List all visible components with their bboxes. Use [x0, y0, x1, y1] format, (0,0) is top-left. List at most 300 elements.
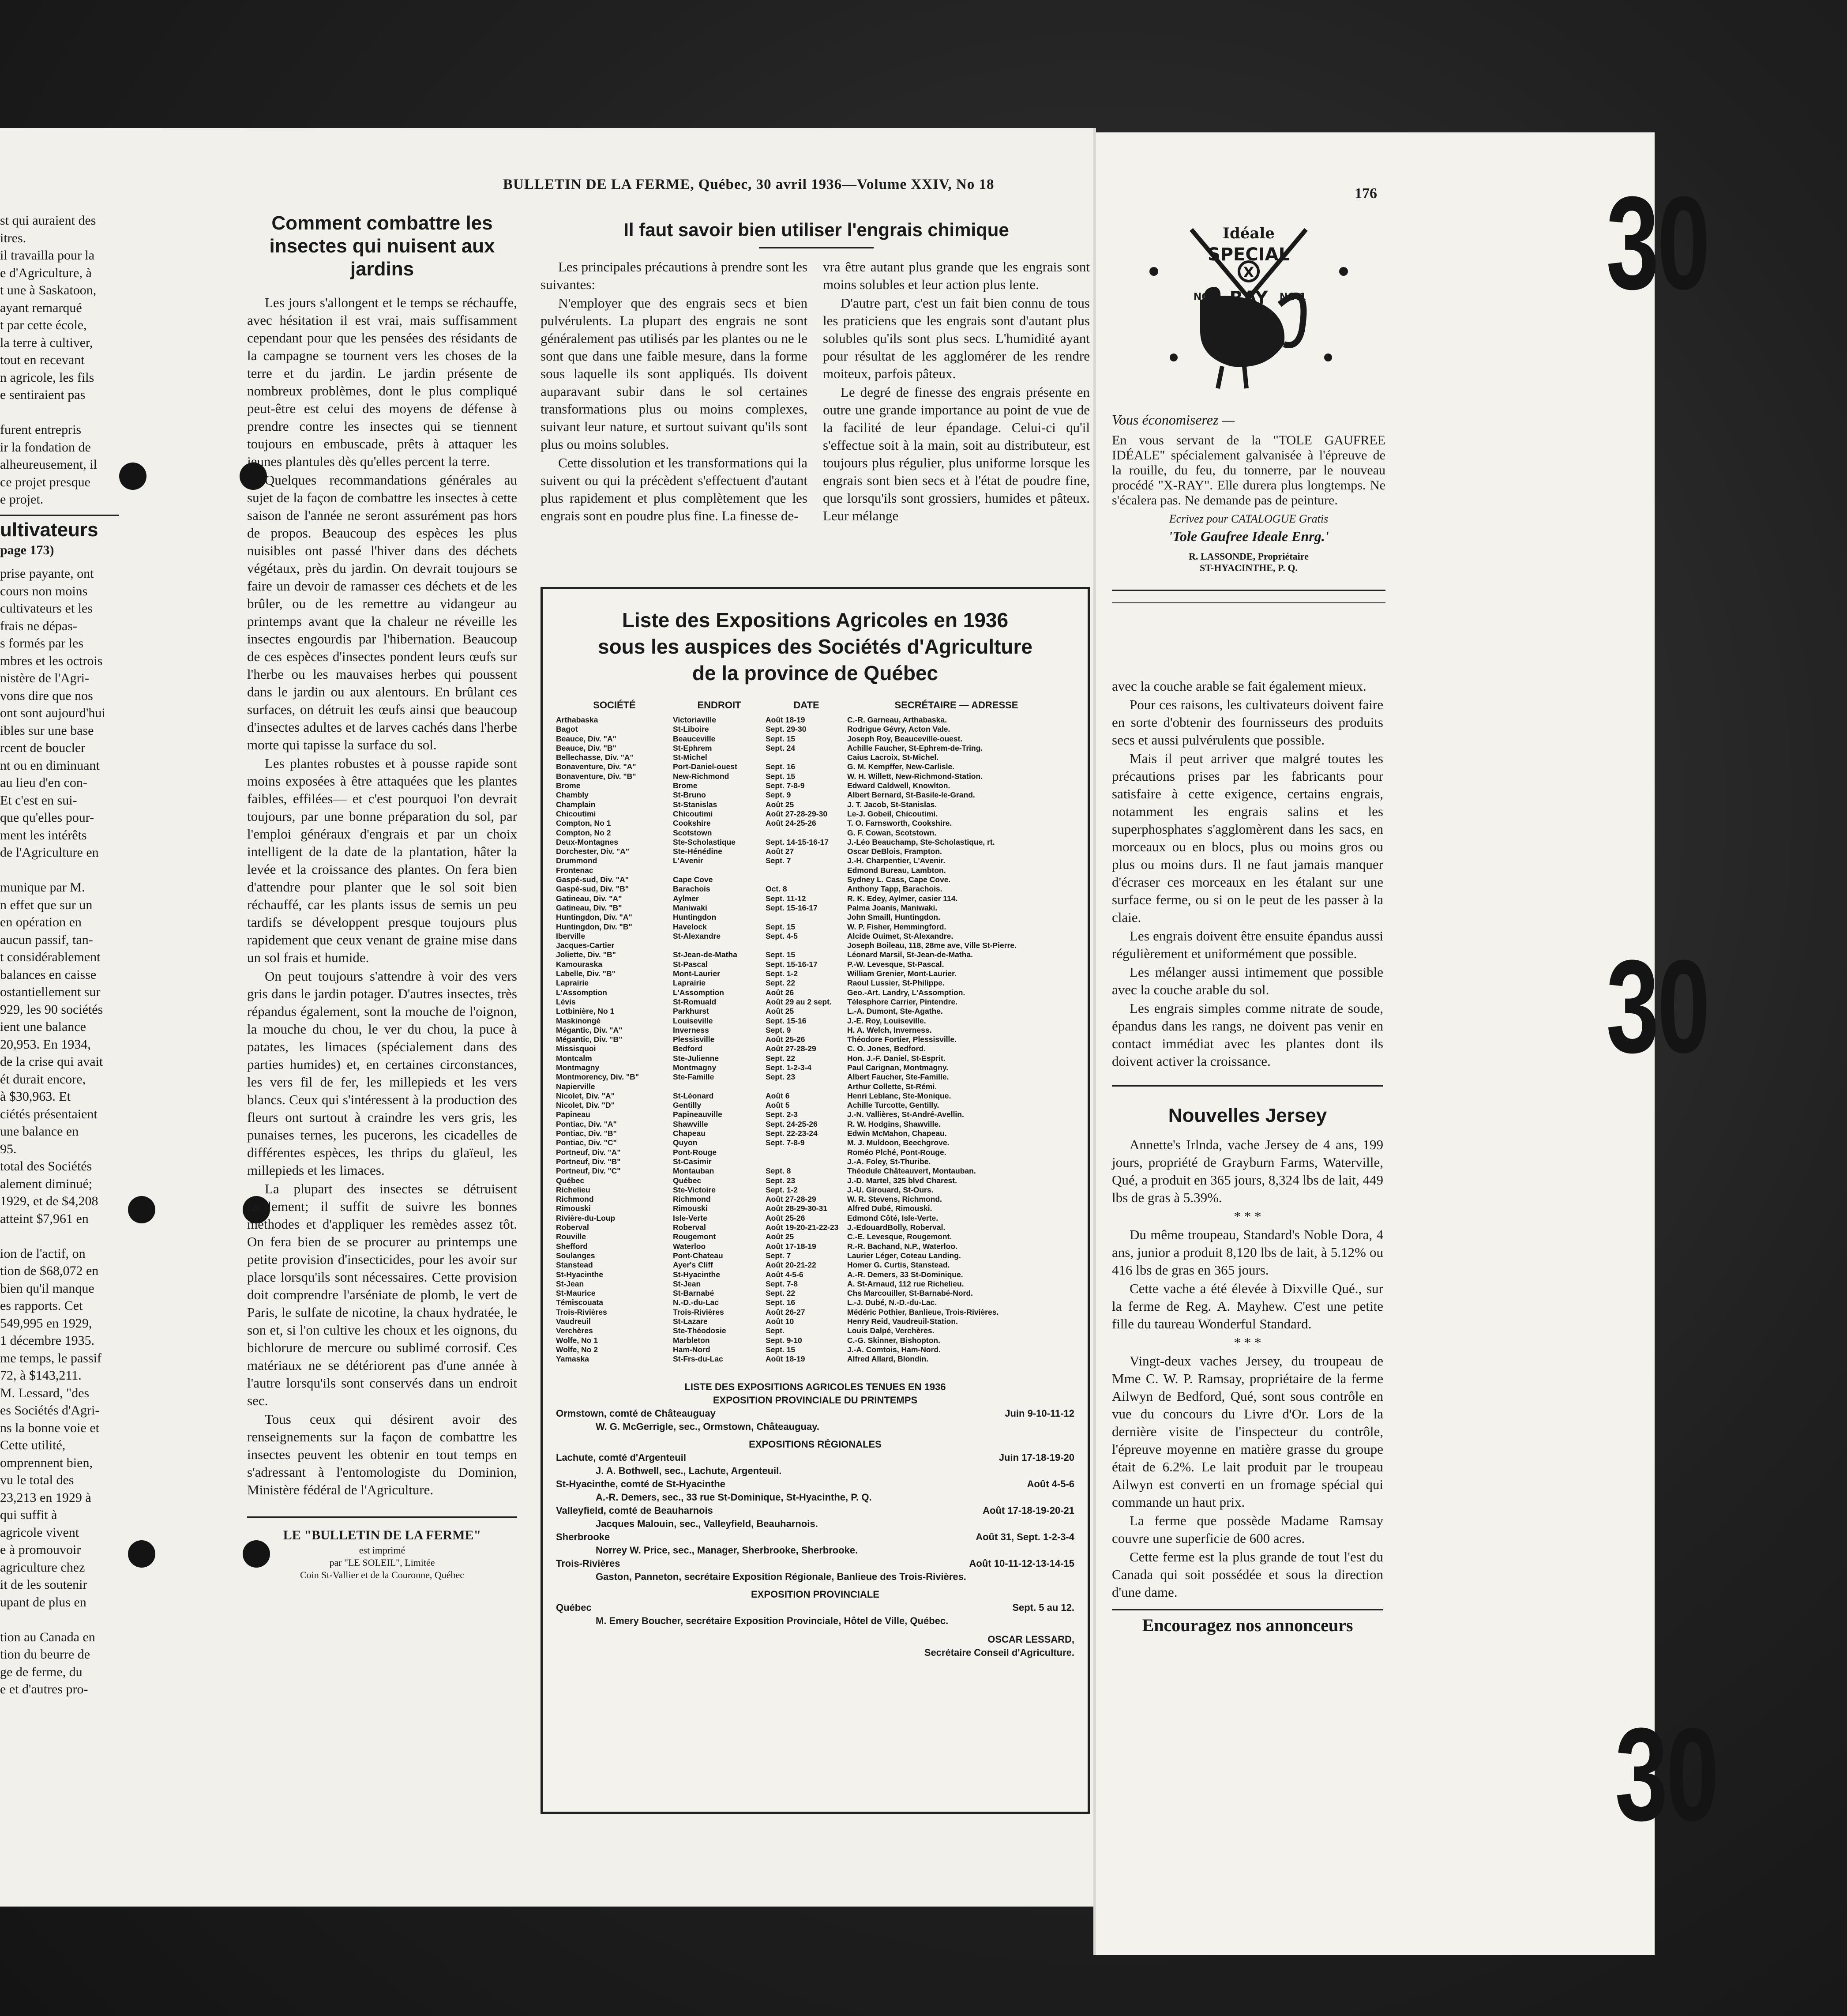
exhibition-secretary: Gaston, Panneton, secrétaire Exposition Régionale, Banlieue des Trois-Rivières.	[596, 1571, 966, 1583]
table-row	[556, 969, 1074, 978]
table-cell: Caius Lacroix, St-Michel.	[847, 753, 939, 762]
text-line: 1929, et de $4,208	[0, 1194, 98, 1208]
table-cell: Médéric Pothier, Banlieue, Trois-Rivières.	[847, 1307, 999, 1316]
table-row	[556, 1166, 1074, 1176]
table-cell: Raoul Lussier, St-Philippe.	[847, 978, 945, 988]
text-line: Coin St-Vallier et de la Couronne, Québec	[300, 1569, 465, 1580]
table-cell: St-Hyacinthe	[673, 1270, 720, 1279]
table-row	[556, 856, 1074, 865]
table-cell: Mégantic, Div. "B"	[556, 1035, 623, 1044]
table-cell	[766, 753, 847, 762]
table-cell: Montauban	[673, 1166, 714, 1176]
table-cell: Témiscouata	[556, 1298, 603, 1307]
table-cell: Août 26	[766, 988, 794, 997]
exhibition-secretary: J. A. Bothwell, sec., Lachute, Argenteuil.	[596, 1465, 782, 1477]
table-cell: Portneuf, Div. "C"	[556, 1166, 621, 1176]
table-cell: Geo.-Art. Landry, L'Assomption.	[847, 988, 965, 997]
table-cell: Quyon	[673, 1138, 698, 1147]
text-line: ibles sur une base	[0, 723, 94, 738]
exhibition-secretary: Norrey W. Price, sec., Manager, Sherbrooke, Sherbrooke.	[596, 1545, 858, 1556]
table-cell: Arthabaska	[556, 715, 598, 724]
table-cell: P.-W. Levesque, St-Pascal.	[847, 959, 944, 969]
table-cell: Huntingdon, Div. "A"	[556, 913, 632, 922]
table-cell: Chicoutimi	[673, 809, 713, 818]
table-cell: Sept. 1-2	[766, 969, 798, 978]
table-cell: Août 25	[766, 1232, 794, 1241]
table-cell: Sept. 7-8	[766, 1279, 798, 1288]
text-line: omprennent bien,	[0, 1455, 93, 1470]
table-row	[556, 744, 1074, 753]
column-header: SECRÉTAIRE — ADRESSE	[894, 700, 1018, 711]
table-cell: Août 19-20-21-22-23	[766, 1223, 839, 1232]
table-cell: Dorchester, Div. "A"	[556, 847, 630, 856]
paragraph: La ferme que possède Madame Ramsay couvre une superficie de 600 acres.	[1112, 1513, 1383, 1546]
table-cell: R. K. Edey, Aylmer, casier 114.	[847, 894, 958, 903]
table-row	[556, 1326, 1074, 1335]
exhibition-date: Août 4-5-6	[1027, 1478, 1074, 1490]
table-cell: Ste-Hénédine	[673, 847, 722, 856]
exhibition-place: Trois-Rivières	[556, 1558, 620, 1569]
paragraph: Les jours s'allongent et le temps se réchauffe, avec hésitation il est vrai, mais suffisamment cependant pour que les pensées des résidants de la campagne se tournent vers les choses de la terre et du jardin. Le jardin présente de nombreux problèmes, dont le plus compliqué peut-être est celui des moyens de défense à prendre contre les insectes qui se tiennent toujours en embuscade, prêts à attaquer les jeunes plantules dès qu'elles percent la terre.	[247, 295, 517, 469]
text-line: est imprimé	[359, 1545, 405, 1556]
text-line: ient une balance	[0, 1019, 86, 1034]
table-cell: Chicoutimi	[556, 809, 596, 818]
table-cell: Wolfe, No 2	[556, 1345, 598, 1354]
table-row	[556, 1120, 1074, 1129]
table-cell: Trois-Rivières	[673, 1307, 724, 1316]
table-cell: Bonaventure, Div. "A"	[556, 762, 636, 771]
table-cell: Pontiac, Div. "C"	[556, 1138, 617, 1147]
table-cell: Achille Turcotte, Gentilly.	[847, 1101, 939, 1110]
table-cell: Léonard Marsil, St-Jean-de-Matha.	[847, 950, 973, 959]
text-line: ns la bonne voie et	[0, 1420, 99, 1435]
table-cell: Montcalm	[556, 1053, 592, 1063]
column-header: SOCIÉTÉ	[593, 700, 636, 711]
table-cell: Cape Cove	[673, 875, 713, 884]
subsection-title: EXPOSITIONS RÉGIONALES	[749, 1439, 882, 1450]
exhibition-secretary: M. Emery Boucher, secrétaire Exposition Provinciale, Hôtel de Ville, Québec.	[596, 1615, 949, 1627]
exhibition-place: Lachute, comté d'Argenteuil	[556, 1452, 686, 1463]
table-cell: Gaspé-sud, Div. "B"	[556, 884, 629, 894]
table-cell: L.-A. Dumont, Ste-Agathe.	[847, 1007, 943, 1016]
fragment-lines-top	[0, 212, 126, 508]
table-cell: St-Lazare	[673, 1317, 708, 1326]
table-cell: Richmond	[673, 1195, 711, 1204]
table-cell: Huntingdon	[673, 913, 717, 922]
divider	[1112, 590, 1385, 591]
table-row	[556, 1091, 1074, 1101]
table-cell: Roméo Plché, Pont-Rouge.	[847, 1147, 946, 1157]
table-row	[556, 772, 1074, 781]
text-line: ion de l'actif, on	[0, 1246, 86, 1261]
table-cell: Sept. 16	[766, 1298, 796, 1307]
table-cell: Montmagny	[673, 1063, 717, 1072]
table-cell: Chambly	[556, 790, 589, 800]
text-line: nt ou en diminuant	[0, 758, 100, 773]
table-cell: Sept. 22-23-24	[766, 1129, 818, 1138]
paragraph: * * *	[1234, 1335, 1261, 1350]
table-cell: Frontenac	[556, 865, 593, 875]
table-cell	[673, 941, 766, 950]
table-row	[556, 978, 1074, 988]
divider	[759, 247, 874, 248]
table-cell: J.-D. Martel, 325 blvd Charest.	[847, 1176, 957, 1185]
table-cell: T. O. Farnsworth, Cookshire.	[847, 819, 952, 828]
table-cell: St-Hyacinthe	[556, 1270, 603, 1279]
table-cell: Bonaventure, Div. "B"	[556, 771, 636, 781]
text-line: ge de ferme, du	[0, 1664, 83, 1679]
table-cell: Marbleton	[673, 1335, 710, 1345]
table-row	[556, 1354, 1074, 1364]
table-cell: Laurier Léger, Coteau Landing.	[847, 1251, 961, 1260]
table-cell: Parkhurst	[673, 1007, 709, 1016]
table-cell: St-Alexandre	[673, 931, 721, 940]
table-cell: St-Barnabé	[673, 1289, 714, 1298]
table-cell: Alcide Ouimet, St-Alexandre.	[847, 931, 954, 940]
text-line: e sentiraient pas	[0, 387, 86, 402]
page-fold	[1093, 128, 1096, 1955]
ad-owner: R. LASSONDE, Propriétaire	[1189, 551, 1309, 562]
paragraph: Mais il peut arriver que malgré toutes les précautions prises par les fabricants pour satisfaire à cette exigence, certains engrais, notamment les engrais salins et les superphosphates s'agglomèrent dans les sacs, en morceaux ou en blocs, plus ou moins gros ou plus ou moins durs. Il ne faut jamais manquer d'écraser ces morceaux en les étalant sur une surface ferme, ou si on le peut de les passer à la claie.	[1112, 751, 1383, 925]
table-cell: Gatineau, Div. "B"	[556, 903, 622, 912]
table-cell: Aylmer	[673, 894, 699, 903]
table-cell: Sept. 2-3	[766, 1110, 798, 1119]
table-cell: Août 20-21-22	[766, 1260, 816, 1270]
table-cell: St-Romuald	[673, 997, 717, 1006]
table-cell: Nicolet, Div. "A"	[556, 1091, 615, 1100]
table-cell: Gentilly	[673, 1101, 702, 1110]
table-cell: Barachois	[673, 884, 710, 894]
table-row	[556, 828, 1074, 838]
exhibition-date: Août 17-18-19-20-21	[983, 1505, 1074, 1516]
text-line: ciétés présentaient	[0, 1106, 98, 1121]
table-cell: New-Richmond	[673, 771, 729, 781]
table-cell: Août 27-28-29-30	[766, 809, 828, 818]
table-cell: Sept. 22	[766, 1289, 796, 1298]
table-cell: Deux-Montagnes	[556, 837, 618, 846]
masthead: BULLETIN DE LA FERME, Québec, 30 avril 1936—Volume XXIV, No 18	[503, 177, 995, 192]
table-row	[556, 1016, 1074, 1026]
table-cell: Bellechasse, Div. "A"	[556, 753, 634, 762]
paragraph: Les plantes robustes et à pousse rapide sont moins exposées à être attaquées que les plantes faibles, effilées— et c'est pourquoi l'on devrait toujours, par une bonne préparation du sol, par l'emploi généraux d'engrais et par un choix intelligent de la date de la plantation, hâter la levée et la croissance des plantes. On fera bien d'attendre pour planter que le sol soit bien réchauffé, car les plants issus de semis un peu tardifs se développent presque toujours plus rapidement que ceux venant de graine mise dans un sol frais et humide.	[247, 756, 517, 965]
exhibition-place: Sherbrooke	[556, 1531, 610, 1543]
text-line: 929, les 90 sociétés	[0, 1002, 103, 1017]
table-cell: Sept. 24	[766, 743, 796, 752]
table-cell: C.-R. Garneau, Arthabaska.	[847, 715, 947, 724]
table-cell: St-Liboire	[673, 725, 709, 734]
divider	[0, 515, 119, 516]
table-row	[556, 866, 1074, 875]
table-row	[556, 950, 1074, 959]
paragraph: Les engrais doivent être ensuite épandus aussi régulièrement et uniformément que possible.	[1112, 928, 1383, 961]
exhibition-line	[556, 1451, 1074, 1464]
paragraph: La plupart des insectes se détruisent facilement; il suffit de suivre les bonnes méthodes et d'appliquer les remèdes assez tôt. On fera bien de se procurer au printemps une petite provision d'insecticides, pour les avoir sur place lorsqu'ils sont nécessaires. Cette provision doit comprendre l'arséniate de plomb, le vert de Paris, le sulfate de nicotine, la chaux hydratée, le son et, si l'on cultive les choux et les oignons, du bichlorure de mercure ou sublimé corrosif. Ces matériaux ne se détériorent pas d'une année à l'autre lorsqu'ils sont conservés dans un endroit sec.	[247, 1181, 517, 1408]
table-cell: Sept. 9	[766, 790, 791, 800]
text-line: s formés par les	[0, 636, 84, 651]
table-cell: Iberville	[556, 931, 586, 940]
imprint-lines	[247, 1544, 517, 1581]
text-line: nistère de l'Agri-	[0, 671, 90, 685]
table-cell: Chs Marcouiller, St-Barnabé-Nord.	[847, 1289, 973, 1298]
table-cell: Rimouski	[556, 1204, 591, 1213]
exhibition-secretary: Jacques Malouin, sec., Valleyfield, Beauharnois.	[596, 1518, 818, 1530]
table-row	[556, 903, 1074, 913]
rooster-logo-icon	[1112, 212, 1385, 406]
table-cell: Louiseville	[673, 1016, 713, 1025]
article-engrais-col3	[1112, 677, 1383, 1634]
table-cell: Anthony Tapp, Barachois.	[847, 884, 942, 894]
fragment-lines-bottom	[0, 565, 126, 1698]
table-cell: Shawville	[673, 1119, 708, 1128]
text-line	[0, 1611, 126, 1629]
article-engrais-col2	[823, 258, 1090, 526]
text-line: M. Lessard, "des	[0, 1385, 90, 1400]
table-cell: Oscar DeBlois, Frampton.	[847, 847, 942, 856]
ad-company: 'Tole Gaufree Ideale Enrg.'	[1168, 528, 1329, 544]
table-row	[556, 1345, 1074, 1354]
table-cell: Sept. 29-30	[766, 725, 807, 734]
divider	[1112, 602, 1385, 603]
exhibition-place: Ormstown, comté de Châteauguay	[556, 1408, 716, 1419]
table-cell: Québec	[556, 1176, 585, 1185]
table-cell: L'Avenir	[673, 856, 703, 865]
paragraph: Cette vache a été élevée à Dixville Qué., sur la ferme de Reg. A. Mayhew. C'est une petite fille du taureau Wonderful Standard.	[1112, 1281, 1383, 1331]
text-line: 20,953. En 1934,	[0, 1037, 91, 1052]
table-cell: Kamouraska	[556, 959, 603, 969]
text-line: ont sont aujourd'hui	[0, 706, 105, 720]
text-line: une balance en	[0, 1124, 79, 1139]
table-cell: Août 28-29-30-31	[766, 1204, 828, 1213]
table-cell: L.-J. Dubé, N.-D.-du-Lac.	[847, 1298, 937, 1307]
table-cell: Achille Faucher, St-Ephrem-de-Tring.	[847, 743, 983, 752]
table-cell: J.-U. Girouard, St-Ours.	[847, 1185, 934, 1194]
table-cell	[766, 828, 847, 838]
article-title: Comment combattre les insectes qui nuisent aux jardins	[269, 212, 495, 280]
table-cell: Louis Dalpé, Verchères.	[847, 1326, 935, 1335]
table-cell: Le-J. Gobeil, Chicoutimi.	[847, 809, 938, 818]
column-header: ENDROIT	[697, 700, 741, 711]
table-cell: W. H. Willett, New-Richmond-Station.	[847, 771, 983, 781]
table-cell: St-Jean	[673, 1279, 701, 1288]
table-cell: J.-A. Comtois, Ham-Nord.	[847, 1345, 941, 1354]
table-cell: Pontiac, Div. "B"	[556, 1129, 617, 1138]
text-line: tion de $68,072 en	[0, 1264, 99, 1278]
article-title-jersey: Nouvelles Jersey	[1168, 1105, 1327, 1126]
table-cell: Sept. 7-8-9	[766, 781, 805, 790]
table-cell: Août 25-26	[766, 1035, 805, 1044]
table-cell: Sept. 15	[766, 950, 796, 959]
text-line: tion au Canada en	[0, 1629, 95, 1644]
table-cell: L'Assomption	[556, 988, 607, 997]
signature-title: Secrétaire Conseil d'Agriculture.	[924, 1647, 1074, 1659]
text-line: de l'Agriculture en	[0, 845, 99, 860]
table-cell: Pontiac, Div. "A"	[556, 1119, 617, 1128]
table-row	[556, 988, 1074, 997]
table-cell: Beauce, Div. "A"	[556, 734, 616, 743]
table-cell: Sept. 4-5	[766, 931, 798, 940]
table-cell: Théodule Châteauvert, Montauban.	[847, 1166, 976, 1176]
text-line: rcent de boucler	[0, 741, 86, 755]
table-cell: Août 18-19	[766, 1354, 805, 1364]
table-row	[556, 1270, 1074, 1279]
subsection-title: LISTE DES EXPOSITIONS AGRICOLES TENUES EN 1936	[684, 1381, 946, 1393]
table-cell: St-Léonard	[673, 1091, 714, 1100]
table-cell: St-Pascal	[673, 959, 708, 969]
table-cell: Août 17-18-19	[766, 1241, 816, 1251]
paragraph: Cette ferme est la plus grande de tout l'est du Canada qui soit possédée et sous la direction d'une dame.	[1112, 1549, 1383, 1600]
table-cell: Août 18-19	[766, 715, 805, 724]
footer-slogan: Encouragez nos annonceurs	[1142, 1615, 1353, 1635]
paragraph: Annette's Irlnda, vache Jersey de 4 ans, 199 jours, propriété de Grayburn Farms, Waterville, Qué, a produit en 365 jours, 8,324 lbs de lait, 449 lbs de gras à 5.39%.	[1112, 1137, 1383, 1205]
table-cell: Sept. 14-15-16-17	[766, 837, 829, 846]
table-cell: Richelieu	[556, 1185, 590, 1194]
table-cell: Montmagny	[556, 1063, 600, 1072]
table-cell: William Grenier, Mont-Laurier.	[847, 969, 957, 978]
table-cell: R. W. Hodgins, Shawville.	[847, 1119, 941, 1128]
table-cell	[766, 1082, 847, 1091]
table-cell: Sept. 15	[766, 771, 796, 781]
ad-body: En vous servant de la "TOLE GAUFREE IDÉALE" spécialement galvanisée à l'épreuve de la rouille, du feu, du tonnerre, par le nouveau procédé "X-RAY". Elle durera plus longtemps. Ne s'écalera pas. Ne demande pas de peinture.	[1112, 433, 1385, 508]
expositions-list-box	[541, 587, 1090, 1814]
exhibition-date: Août 31, Sept. 1-2-3-4	[976, 1531, 1074, 1543]
table-row	[556, 725, 1074, 734]
table-cell: Sept. 11-12	[766, 894, 806, 903]
table-cell: Août 27-28-29	[766, 1195, 816, 1204]
table-cell: Sept. 22	[766, 978, 796, 988]
ad-catalog-line: Ecrivez pour CATALOGUE Gratis	[1169, 512, 1329, 525]
table-cell: Québec	[673, 1176, 702, 1185]
paragraph: Les mélanger aussi intimement que possible avec la couche arable du sol.	[1112, 964, 1383, 997]
text-line: furent entrepris	[0, 422, 82, 437]
exhibition-line	[556, 1478, 1074, 1491]
table-row	[556, 1336, 1074, 1345]
logo-word: RAY	[1229, 288, 1268, 308]
text-line: 549,995 en 1929,	[0, 1316, 92, 1331]
table-cell: Oct. 8	[766, 884, 787, 894]
table-cell: Sept. 15	[766, 1345, 796, 1354]
table-cell: R.-R. Bachand, N.P., Waterloo.	[847, 1241, 957, 1251]
exhibition-place: Québec	[556, 1602, 592, 1614]
subsection-title: EXPOSITION PROVINCIALE	[751, 1589, 879, 1600]
exhibition-date: Juin 17-18-19-20	[999, 1452, 1074, 1463]
text-line: itres.	[0, 230, 26, 245]
table-cell: Homer G. Curtis, Stanstead.	[847, 1260, 950, 1270]
logo-word: SPECIAL	[1207, 244, 1290, 265]
table-cell: G. M. Kempffer, New-Carlisle.	[847, 762, 955, 771]
exhibition-line	[556, 1407, 1074, 1420]
text-line: il travailla pour la	[0, 248, 95, 263]
table-row	[556, 1101, 1074, 1110]
table-cell: Paul Carignan, Montmagny.	[847, 1063, 949, 1072]
paragraph: D'autre part, c'est un fait bien connu de tous les praticiens que les engrais sont d'autant plus solubles qu'ils sont plus secs. L'humidité ayant pour résultat de les agglomérer de les rendre moiteux, parfois pâteux.	[823, 295, 1090, 381]
exhibition-date: Sept. 5 au 12.	[1012, 1602, 1074, 1614]
table-row	[556, 1251, 1074, 1260]
table-cell: St-Frs-du-Lac	[673, 1354, 723, 1364]
table-cell: Henry Reid, Vaudreuil-Station.	[847, 1317, 958, 1326]
table-row	[556, 809, 1074, 819]
table-row	[556, 884, 1074, 894]
text-line: atteint $7,961 en	[0, 1211, 89, 1226]
table-row	[556, 875, 1074, 884]
table-row	[556, 1242, 1074, 1251]
text-line: alement diminué;	[0, 1176, 93, 1191]
table-cell: Missisquoi	[556, 1044, 596, 1053]
table-cell: Sept. 24-25-26	[766, 1119, 818, 1128]
text-line: t par cette école,	[0, 318, 87, 332]
article-insectes	[247, 212, 517, 1581]
frame-mark: 30	[1606, 169, 1708, 317]
frame-mark: 30	[1615, 1700, 1717, 1848]
text-line: Et c'est en sui-	[0, 793, 77, 808]
table-cell: Victoriaville	[673, 715, 716, 724]
table-cell: St-Casimir	[673, 1157, 712, 1166]
table-cell: Août 25	[766, 1007, 794, 1016]
table-cell: Brome	[673, 781, 698, 790]
table-cell: Yamaska	[556, 1354, 589, 1364]
table-cell: Août 4-5-6	[766, 1270, 803, 1279]
table-cell: Maniwaki	[673, 903, 707, 912]
box-title-line: sous les auspices des Sociétés d'Agriculture	[598, 635, 1032, 658]
table-row	[556, 960, 1074, 969]
table-cell: Henri Leblanc, Ste-Monique.	[847, 1091, 951, 1100]
table-cell: Waterloo	[673, 1241, 706, 1251]
binding-hole	[128, 1540, 155, 1568]
table-cell: Hon. J.-F. Daniel, St-Esprit.	[847, 1053, 946, 1063]
table-row	[556, 1195, 1074, 1204]
table-row	[556, 781, 1074, 790]
text-line: en opération en	[0, 915, 82, 929]
box-title-line: de la province de Québec	[692, 662, 939, 685]
table-cell: Portneuf, Div. "A"	[556, 1147, 621, 1157]
table-cell: J.-H. Charpentier, L'Avenir.	[847, 856, 946, 865]
paragraph: Tous ceux qui désirent avoir des renseignements sur la façon de combattre les insectes peuvent les obtenir en tout temps en s'adressant à l'entomologiste du Dominion, Ministère fédéral de l'Agriculture.	[247, 1411, 517, 1497]
text-line: qui suffit à	[0, 1508, 57, 1522]
table-cell: J.-EdouardBolly, Roberval.	[847, 1223, 946, 1232]
table-cell: J. T. Jacob, St-Stanislas.	[847, 800, 937, 809]
table-row	[556, 734, 1074, 744]
table-row	[556, 894, 1074, 903]
text-line: upant de plus en	[0, 1595, 86, 1610]
table-cell	[766, 913, 847, 922]
text-line: agricole vivent	[0, 1525, 79, 1540]
table-row	[556, 1044, 1074, 1053]
table-cell: St-Jean	[556, 1279, 584, 1288]
table-cell: Portneuf, Div. "B"	[556, 1157, 621, 1166]
exhibition-place: St-Hyacinthe, comté de St-Hyacinthe	[556, 1478, 725, 1490]
exhibition-line	[556, 1531, 1074, 1544]
table-cell: Roberval	[556, 1223, 589, 1232]
text-line: ir la fondation de	[0, 440, 91, 455]
table-cell: Maskinongé	[556, 1016, 601, 1025]
table-cell: Vaudreuil	[556, 1317, 591, 1326]
table-cell: Compton, No 2	[556, 828, 611, 837]
table-cell: Août 27	[766, 847, 794, 856]
table-row	[556, 1279, 1074, 1289]
text-line: agriculture chez	[0, 1560, 85, 1575]
table-cell: Pont-Chateau	[673, 1251, 723, 1260]
text-line: tout en recevant	[0, 353, 85, 367]
text-line: vons dire que nos	[0, 688, 93, 703]
text-line: la terre à cultiver,	[0, 335, 93, 350]
text-line	[0, 861, 126, 879]
table-cell: Rougemont	[673, 1232, 716, 1241]
exhibition-date: Août 10-11-12-13-14-15	[969, 1558, 1074, 1569]
text-line: 95.	[0, 1141, 17, 1156]
text-line: par "LE SOLEIL", Limitée	[329, 1557, 435, 1568]
table-cell: Drummond	[556, 856, 597, 865]
table-cell: Ste-Scholastique	[673, 837, 736, 846]
table-row	[556, 922, 1074, 932]
